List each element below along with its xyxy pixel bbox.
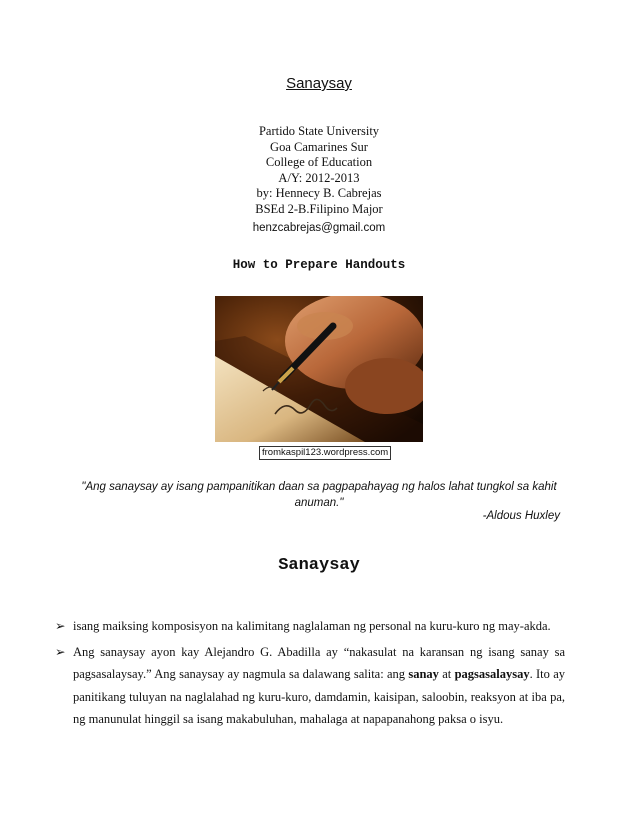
bullet-text-part: Ang sanaysay ayon kay Alejandro G. Abadilla ay “nakasulat na karansan ng isang sanay sa pagsasalaysay.” Ang sanaysay ay nagmula sa dalawang salita: ang [73, 644, 565, 681]
quote-author: -Aldous Huxley [482, 510, 560, 522]
author-email: henzcabrejas@gmail.com [252, 221, 386, 234]
bullet-text-part: . Ito ay panitikang tuluyan na naglalahad ng kuru-kuro, damdamin, kaisipan, saloobin, reaksyon at iba pa, ng manunulat hinggil sa isang makabuluhan, mahalaga at napapanahong paksa o isyu. [73, 667, 565, 726]
info-line-course: BSEd 2-B.Filipino Major [255, 201, 383, 216]
info-line-academic-year: A/Y: 2012-2013 [278, 170, 360, 185]
pen-writing-illustration [215, 296, 423, 442]
arrow-bullet-icon: ➢ [55, 644, 66, 659]
author-info-block [0, 124, 638, 236]
section-heading: Sanaysay [278, 556, 360, 575]
list-item [55, 615, 565, 638]
info-line-location: Goa Camarines Sur [270, 139, 368, 154]
document-title: Sanaysay [286, 75, 352, 92]
list-item [55, 641, 565, 731]
quote-text: "Ang sanaysay ay isang pampanitikan daan sa pagpapahayag ng halos lahat tungkol sa kahit anuman." [81, 481, 557, 509]
bold-term-sanay: sanay [408, 667, 439, 681]
image-credit: fromkaspil123.wordpress.com [259, 446, 391, 460]
definition-list [55, 615, 565, 731]
subtitle-how-to-prepare-handouts: How to Prepare Handouts [232, 258, 406, 272]
bold-term-pagsasalaysay: pagsasalaysay [454, 667, 530, 681]
info-line-author: by: Hennecy B. Cabrejas [256, 186, 382, 201]
pen-writing-photo [215, 296, 423, 442]
bullet-text-part: at [438, 667, 455, 681]
info-line-college: College of Education [265, 155, 373, 170]
info-line-university: Partido State University [258, 124, 380, 138]
arrow-bullet-icon: ➢ [55, 619, 66, 633]
bullet-text: isang maiksing komposisyon na kalimitang naglalaman ng personal na kuru-kuro ng may-akda. [73, 619, 551, 633]
